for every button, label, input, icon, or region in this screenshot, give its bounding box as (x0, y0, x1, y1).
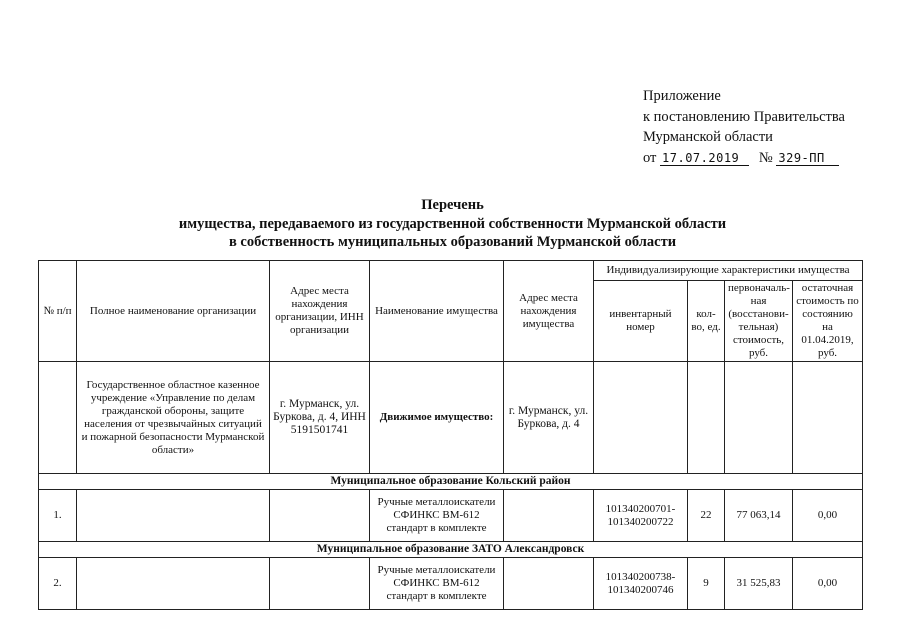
header-org-address: Адрес места нахождения организации, ИНН организации (270, 261, 370, 362)
org-num-cell (39, 362, 77, 474)
row-2-initial-cost: 31 525,83 (725, 558, 793, 610)
org-initial-cost-cell (725, 362, 793, 474)
row-2-org-name (77, 558, 270, 610)
section-row-1 (39, 474, 863, 490)
appendix-line-2: к постановлению Правительства (643, 108, 845, 125)
appendix-date-line (643, 148, 893, 169)
row-1-inventory: 101340200701-101340200722 (594, 490, 688, 542)
row-1-org-name (77, 490, 270, 542)
header-org-name: Полное наименование организации (77, 261, 270, 362)
row-1-org-address (270, 490, 370, 542)
row-1-residual-cost: 0,00 (793, 490, 863, 542)
header-num: № п/п (39, 261, 77, 362)
number-prefix: № (758, 149, 773, 166)
org-residual-cost-cell (793, 362, 863, 474)
row-1-qty: 22 (688, 490, 725, 542)
org-address-cell: г. Мурманск, ул. Буркова, д. 4, ИНН 5191501741 (270, 362, 370, 474)
data-row-1 (39, 490, 863, 542)
section-row-2 (39, 542, 863, 558)
row-2-qty: 9 (688, 558, 725, 610)
section-title-1: Муниципальное образование Кольский район (39, 474, 863, 490)
document-title (0, 196, 905, 252)
row-2-residual-cost: 0,00 (793, 558, 863, 610)
property-table (38, 260, 863, 610)
decree-date: 17.07.2019 (660, 151, 749, 166)
section-title-2: Муниципальное образование ЗАТО Александровск (39, 542, 863, 558)
org-inventory-cell (594, 362, 688, 474)
header-qty: кол-во, ед. (688, 281, 725, 362)
row-2-property-address (504, 558, 594, 610)
row-2-inventory: 101340200738-101340200746 (594, 558, 688, 610)
row-1-num: 1. (39, 490, 77, 542)
row-2-org-address (270, 558, 370, 610)
row-1-initial-cost: 77 063,14 (725, 490, 793, 542)
row-2-num: 2. (39, 558, 77, 610)
org-property-address-cell: г. Мурманск, ул. Буркова, д. 4 (504, 362, 594, 474)
appendix-line-3: Мурманской области (643, 129, 773, 145)
decree-number: 329-ПП (776, 151, 838, 166)
appendix-line-1: Приложение (643, 88, 721, 104)
header-initial-cost: первоначаль-ная (восстанови-тельная) стоимость, руб. (725, 281, 793, 362)
title-line-1: Перечень (421, 197, 484, 213)
header-inventory: инвентарный номер (594, 281, 688, 362)
org-row (39, 362, 863, 474)
appendix-block (643, 86, 893, 168)
row-1-property-address (504, 490, 594, 542)
header-row-1 (39, 261, 863, 281)
org-qty-cell (688, 362, 725, 474)
header-property-name: Наименование имущества (370, 261, 504, 362)
title-line-2: имущества, передаваемого из государственной собственности Мурманской области (178, 215, 727, 232)
row-1-property-name: Ручные металлоискатели СФИНКС ВМ-612 стандарт в комплекте (370, 490, 504, 542)
org-property-name-cell: Движимое имущество: (370, 362, 504, 474)
header-characteristics: Индивидуализирующие характеристики имущества (594, 261, 863, 281)
title-line-3: в собственность муниципальных образований Мурманской области (228, 234, 677, 250)
org-name-cell: Государственное областное казенное учреждение «Управление по делам гражданской обороны, защите населения от чрезвычайных ситуаций и пожарной безопасности Мурманской области» (77, 362, 270, 474)
data-row-2 (39, 558, 863, 610)
date-prefix: от (643, 149, 657, 166)
row-2-property-name: Ручные металлоискатели СФИНКС ВМ-612 стандарт в комплекте (370, 558, 504, 610)
header-residual-cost: остаточная стоимость по состоянию на 01.04.2019, руб. (793, 281, 863, 362)
header-property-address: Адрес места нахождения имущества (504, 261, 594, 362)
